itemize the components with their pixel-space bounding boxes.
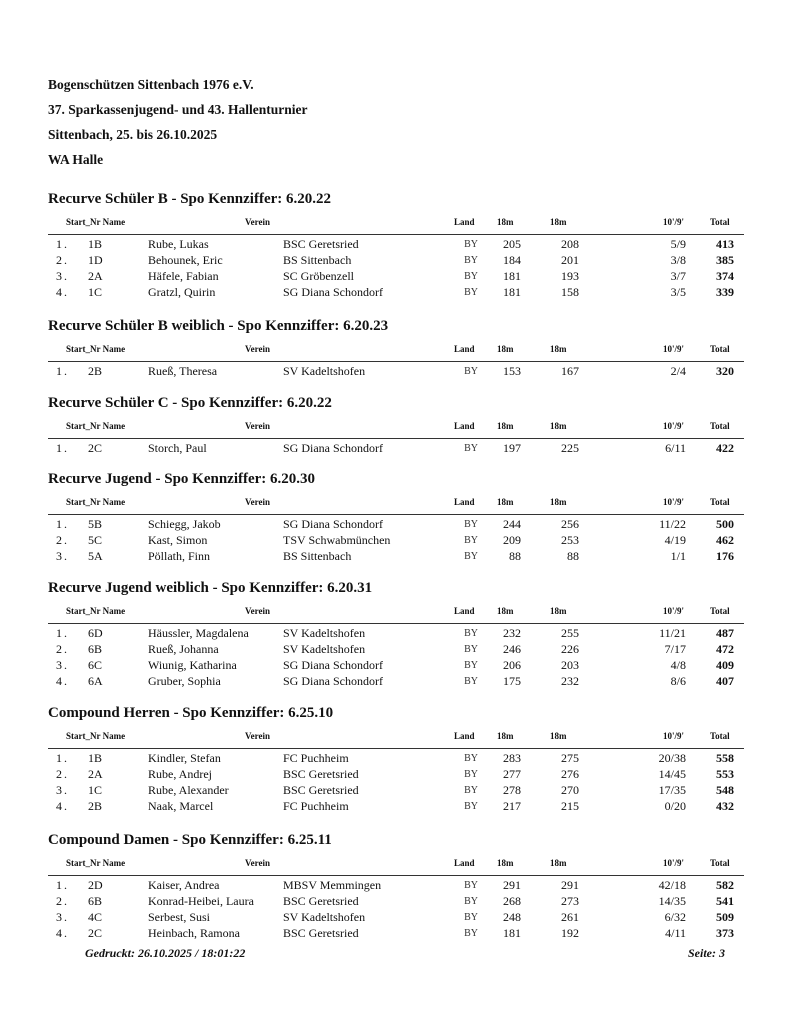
score-18m-2-cell: 270	[561, 783, 579, 797]
total-cell: 553	[716, 767, 734, 781]
col-header-land: Land	[454, 217, 475, 227]
score-18m-1-cell: 232	[503, 626, 521, 640]
land-cell: BY	[464, 551, 478, 562]
land-cell: BY	[464, 255, 478, 266]
athlete-name-cell: Konrad-Heibei, Laura	[148, 894, 254, 908]
club-cell: FC Puchheim	[283, 751, 349, 765]
club-cell: BSC Geretsried	[283, 767, 359, 781]
score-18m-2-cell: 253	[561, 533, 579, 547]
score-18m-2-cell: 255	[561, 626, 579, 640]
rank-cell: 3.	[56, 783, 69, 797]
athlete-name-cell: Heinbach, Ramona	[148, 926, 240, 940]
club-cell: MBSV Memmingen	[283, 878, 382, 892]
col-header-18m-2: 18m	[550, 606, 567, 616]
rank-cell: 1.	[56, 626, 69, 640]
col-header-land: Land	[454, 344, 475, 354]
rank-cell: 4.	[56, 674, 69, 688]
score-18m-1-cell: 181	[503, 926, 521, 940]
tens-nines-cell: 4/11	[665, 926, 686, 940]
col-header-start-nr-name: Start_Nr Name	[66, 731, 126, 741]
total-cell: 409	[716, 658, 734, 672]
col-header-land: Land	[454, 731, 475, 741]
land-cell: BY	[464, 769, 478, 780]
score-18m-2-cell: 215	[561, 799, 579, 813]
start-nr-cell: 5C	[88, 533, 103, 547]
club-name: Bogenschützen Sittenbach 1976 e.V.	[48, 77, 254, 92]
col-header-verein: Verein	[245, 497, 271, 507]
col-header-start-nr-name: Start_Nr Name	[66, 217, 126, 227]
score-18m-2-cell: 193	[561, 269, 579, 283]
club-cell: BSC Geretsried	[283, 926, 359, 940]
athlete-name-cell: Wiunig, Katharina	[148, 658, 237, 672]
total-cell: 407	[716, 674, 734, 688]
start-nr-cell: 2A	[88, 269, 103, 283]
header-divider	[48, 234, 744, 235]
score-18m-2-cell: 192	[561, 926, 579, 940]
start-nr-cell: 6B	[88, 642, 103, 656]
score-18m-1-cell: 278	[503, 783, 521, 797]
score-18m-1-cell: 205	[503, 237, 521, 251]
col-header-verein: Verein	[245, 858, 271, 868]
total-cell: 385	[716, 253, 734, 267]
athlete-name-cell: Schiegg, Jakob	[148, 517, 221, 531]
rank-cell: 4.	[56, 926, 69, 940]
athlete-name-cell: Kaiser, Andrea	[148, 878, 220, 892]
col-header-tens-nines: 10'/9'	[663, 421, 685, 431]
score-18m-1-cell: 244	[503, 517, 521, 531]
land-cell: BY	[464, 912, 478, 923]
club-cell: SV Kadeltshofen	[283, 642, 366, 656]
tens-nines-cell: 11/22	[659, 517, 686, 531]
land-cell: BY	[464, 287, 478, 298]
rank-cell: 4.	[56, 799, 69, 813]
total-cell: 373	[716, 926, 734, 940]
rank-cell: 4.	[56, 285, 69, 299]
score-18m-1-cell: 184	[503, 253, 521, 267]
club-cell: SG Diana Schondorf	[283, 441, 383, 455]
col-header-start-nr-name: Start_Nr Name	[66, 858, 126, 868]
col-header-tens-nines: 10'/9'	[663, 858, 685, 868]
tens-nines-cell: 5/9	[670, 237, 686, 251]
score-18m-1-cell: 88	[509, 549, 521, 563]
club-cell: SV Kadeltshofen	[283, 910, 366, 924]
col-header-18m-2: 18m	[550, 217, 567, 227]
land-cell: BY	[464, 785, 478, 796]
club-cell: SV Kadeltshofen	[283, 626, 366, 640]
score-18m-1-cell: 277	[503, 767, 521, 781]
total-cell: 541	[716, 894, 734, 908]
tens-nines-cell: 14/35	[658, 894, 686, 908]
col-header-18m-2: 18m	[550, 858, 567, 868]
col-header-tens-nines: 10'/9'	[663, 606, 685, 616]
land-cell: BY	[464, 753, 478, 764]
total-cell: 558	[716, 751, 734, 765]
score-18m-2-cell: 226	[561, 642, 579, 656]
score-18m-1-cell: 291	[503, 878, 521, 892]
score-18m-1-cell: 217	[503, 799, 521, 813]
rank-cell: 3.	[56, 658, 69, 672]
athlete-name-cell: Kast, Simon	[148, 533, 208, 547]
rank-cell: 1.	[56, 517, 69, 531]
section-title: Recurve Schüler B - Spo Kennziffer: 6.20.22	[48, 191, 332, 207]
land-cell: BY	[464, 896, 478, 907]
tens-nines-cell: 3/8	[670, 253, 686, 267]
land-cell: BY	[464, 801, 478, 812]
total-cell: 320	[716, 364, 734, 378]
total-cell: 176	[716, 549, 734, 563]
col-header-verein: Verein	[245, 344, 271, 354]
score-18m-2-cell: 167	[561, 364, 579, 378]
section-title: Recurve Schüler B weiblich - Spo Kennziffer: 6.20.23	[48, 318, 389, 334]
club-cell: SC Gröbenzell	[283, 269, 354, 283]
score-18m-2-cell: 273	[561, 894, 579, 908]
col-header-start-nr-name: Start_Nr Name	[66, 606, 126, 616]
start-nr-cell: 5A	[88, 549, 103, 563]
rank-cell: 3.	[56, 549, 69, 563]
score-18m-2-cell: 276	[561, 767, 579, 781]
start-nr-cell: 6A	[88, 674, 103, 688]
score-18m-1-cell: 283	[503, 751, 521, 765]
section-title: Recurve Schüler C - Spo Kennziffer: 6.20.22	[48, 395, 332, 411]
athlete-name-cell: Serbest, Susi	[148, 910, 211, 924]
score-18m-2-cell: 232	[561, 674, 579, 688]
col-header-start-nr-name: Start_Nr Name	[66, 344, 126, 354]
score-18m-2-cell: 158	[561, 285, 579, 299]
col-header-18m-1: 18m	[497, 421, 514, 431]
start-nr-cell: 2B	[88, 799, 103, 813]
club-cell: SG Diana Schondorf	[283, 674, 383, 688]
total-cell: 374	[716, 269, 734, 283]
start-nr-cell: 2B	[88, 364, 103, 378]
athlete-name-cell: Pöllath, Finn	[148, 549, 211, 563]
rank-cell: 1.	[56, 364, 69, 378]
athlete-name-cell: Rube, Andrej	[148, 767, 212, 781]
col-header-land: Land	[454, 858, 475, 868]
start-nr-cell: 1C	[88, 285, 103, 299]
land-cell: BY	[464, 660, 478, 671]
start-nr-cell: 6C	[88, 658, 103, 672]
total-cell: 413	[716, 237, 734, 251]
total-cell: 487	[716, 626, 734, 640]
club-cell: FC Puchheim	[283, 799, 349, 813]
tens-nines-cell: 42/18	[658, 878, 686, 892]
tens-nines-cell: 3/5	[670, 285, 686, 299]
club-cell: SG Diana Schondorf	[283, 285, 383, 299]
section-title: Compound Damen - Spo Kennziffer: 6.25.11	[48, 832, 332, 848]
score-18m-1-cell: 206	[503, 658, 521, 672]
col-header-18m-1: 18m	[497, 344, 514, 354]
score-18m-2-cell: 88	[567, 549, 579, 563]
total-cell: 462	[716, 533, 734, 547]
tens-nines-cell: 3/7	[670, 269, 686, 283]
header-divider	[48, 438, 744, 439]
tournament-title: 37. Sparkassenjugend- und 43. Hallenturnier	[48, 102, 308, 117]
total-cell: 472	[716, 642, 734, 656]
start-nr-cell: 6B	[88, 894, 103, 908]
athlete-name-cell: Gratzl, Quirin	[148, 285, 216, 299]
club-cell: BS Sittenbach	[283, 549, 352, 563]
start-nr-cell: 5B	[88, 517, 103, 531]
score-18m-2-cell: 256	[561, 517, 579, 531]
col-header-land: Land	[454, 606, 475, 616]
score-18m-1-cell: 248	[503, 910, 521, 924]
score-18m-2-cell: 208	[561, 237, 579, 251]
col-header-18m-2: 18m	[550, 421, 567, 431]
athlete-name-cell: Kindler, Stefan	[148, 751, 221, 765]
score-18m-1-cell: 181	[503, 269, 521, 283]
col-header-18m-1: 18m	[497, 858, 514, 868]
score-18m-1-cell: 246	[503, 642, 521, 656]
header-divider	[48, 748, 744, 749]
tens-nines-cell: 11/21	[659, 626, 686, 640]
athlete-name-cell: Häussler, Magdalena	[148, 626, 249, 640]
total-cell: 509	[716, 910, 734, 924]
total-cell: 422	[716, 441, 734, 455]
total-cell: 582	[716, 878, 734, 892]
col-header-18m-1: 18m	[497, 217, 514, 227]
start-nr-cell: 2C	[88, 926, 103, 940]
tens-nines-cell: 4/8	[670, 658, 686, 672]
land-cell: BY	[464, 443, 478, 454]
tens-nines-cell: 17/35	[658, 783, 686, 797]
col-header-18m-1: 18m	[497, 606, 514, 616]
tens-nines-cell: 4/19	[664, 533, 686, 547]
start-nr-cell: 1B	[88, 237, 103, 251]
athlete-name-cell: Rueß, Theresa	[148, 364, 218, 378]
land-cell: BY	[464, 628, 478, 639]
rank-cell: 3.	[56, 910, 69, 924]
rank-cell: 2.	[56, 533, 69, 547]
col-header-land: Land	[454, 421, 475, 431]
score-18m-2-cell: 225	[561, 441, 579, 455]
col-header-total: Total	[710, 344, 730, 354]
land-cell: BY	[464, 271, 478, 282]
athlete-name-cell: Behounek, Eric	[148, 253, 223, 267]
tens-nines-cell: 7/17	[664, 642, 686, 656]
tournament-format: WA Halle	[48, 152, 104, 167]
start-nr-cell: 1C	[88, 783, 103, 797]
total-cell: 548	[716, 783, 734, 797]
col-header-18m-2: 18m	[550, 497, 567, 507]
col-header-tens-nines: 10'/9'	[663, 731, 685, 741]
start-nr-cell: 6D	[88, 626, 103, 640]
total-cell: 500	[716, 517, 734, 531]
col-header-total: Total	[710, 731, 730, 741]
score-18m-1-cell: 181	[503, 285, 521, 299]
start-nr-cell: 4C	[88, 910, 103, 924]
col-header-total: Total	[710, 497, 730, 507]
score-18m-1-cell: 153	[503, 364, 521, 378]
start-nr-cell: 1D	[88, 253, 103, 267]
section-title: Recurve Jugend weiblich - Spo Kennziffer: 6.20.31	[48, 580, 373, 596]
rank-cell: 2.	[56, 642, 69, 656]
athlete-name-cell: Storch, Paul	[148, 441, 207, 455]
land-cell: BY	[464, 239, 478, 250]
score-18m-2-cell: 275	[561, 751, 579, 765]
col-header-tens-nines: 10'/9'	[663, 217, 685, 227]
rank-cell: 2.	[56, 767, 69, 781]
score-18m-1-cell: 197	[503, 441, 521, 455]
land-cell: BY	[464, 676, 478, 687]
header-divider	[48, 514, 744, 515]
location-date: Sittenbach, 25. bis 26.10.2025	[48, 127, 218, 142]
section-title: Compound Herren - Spo Kennziffer: 6.25.10	[48, 705, 334, 721]
rank-cell: 2.	[56, 253, 69, 267]
club-cell: SV Kadeltshofen	[283, 364, 366, 378]
header-divider	[48, 623, 744, 624]
col-header-verein: Verein	[245, 421, 271, 431]
col-header-18m-1: 18m	[497, 497, 514, 507]
athlete-name-cell: Naak, Marcel	[148, 799, 214, 813]
athlete-name-cell: Gruber, Sophia	[148, 674, 221, 688]
tens-nines-cell: 20/38	[658, 751, 686, 765]
land-cell: BY	[464, 535, 478, 546]
start-nr-cell: 2C	[88, 441, 103, 455]
col-header-tens-nines: 10'/9'	[663, 497, 685, 507]
start-nr-cell: 1B	[88, 751, 103, 765]
club-cell: BSC Geretsried	[283, 894, 359, 908]
tens-nines-cell: 0/20	[664, 799, 686, 813]
page-number: Seite: 3	[688, 946, 725, 960]
col-header-tens-nines: 10'/9'	[663, 344, 685, 354]
score-18m-2-cell: 291	[561, 878, 579, 892]
athlete-name-cell: Rube, Lukas	[148, 237, 209, 251]
col-header-verein: Verein	[245, 217, 271, 227]
col-header-total: Total	[710, 858, 730, 868]
land-cell: BY	[464, 366, 478, 377]
athlete-name-cell: Rube, Alexander	[148, 783, 229, 797]
club-cell: SG Diana Schondorf	[283, 658, 383, 672]
tens-nines-cell: 2/4	[670, 364, 686, 378]
athlete-name-cell: Rueß, Johanna	[148, 642, 219, 656]
printed-timestamp: Gedruckt: 26.10.2025 / 18:01:22	[85, 946, 246, 960]
rank-cell: 1.	[56, 751, 69, 765]
col-header-18m-1: 18m	[497, 731, 514, 741]
rank-cell: 1.	[56, 237, 69, 251]
start-nr-cell: 2D	[88, 878, 103, 892]
club-cell: BSC Geretsried	[283, 237, 359, 251]
total-cell: 432	[716, 799, 734, 813]
club-cell: TSV Schwabmünchen	[283, 533, 391, 547]
header-divider	[48, 361, 744, 362]
section-title: Recurve Jugend - Spo Kennziffer: 6.20.30	[48, 471, 316, 487]
club-cell: BSC Geretsried	[283, 783, 359, 797]
land-cell: BY	[464, 880, 478, 891]
score-18m-1-cell: 268	[503, 894, 521, 908]
col-header-verein: Verein	[245, 731, 271, 741]
start-nr-cell: 2A	[88, 767, 103, 781]
col-header-total: Total	[710, 606, 730, 616]
col-header-verein: Verein	[245, 606, 271, 616]
col-header-18m-2: 18m	[550, 731, 567, 741]
tens-nines-cell: 6/32	[664, 910, 686, 924]
rank-cell: 3.	[56, 269, 69, 283]
score-18m-2-cell: 203	[561, 658, 579, 672]
land-cell: BY	[464, 928, 478, 939]
score-18m-2-cell: 201	[561, 253, 579, 267]
club-cell: SG Diana Schondorf	[283, 517, 383, 531]
tens-nines-cell: 6/11	[665, 441, 686, 455]
land-cell: BY	[464, 644, 478, 655]
col-header-total: Total	[710, 217, 730, 227]
athlete-name-cell: Häfele, Fabian	[148, 269, 219, 283]
rank-cell: 1.	[56, 878, 69, 892]
header-divider	[48, 875, 744, 876]
col-header-land: Land	[454, 497, 475, 507]
score-18m-1-cell: 209	[503, 533, 521, 547]
land-cell: BY	[464, 519, 478, 530]
rank-cell: 1.	[56, 441, 69, 455]
tens-nines-cell: 1/1	[670, 549, 686, 563]
col-header-18m-2: 18m	[550, 344, 567, 354]
score-18m-1-cell: 175	[503, 674, 521, 688]
col-header-start-nr-name: Start_Nr Name	[66, 421, 126, 431]
tens-nines-cell: 14/45	[658, 767, 686, 781]
rank-cell: 2.	[56, 894, 69, 908]
tens-nines-cell: 8/6	[670, 674, 686, 688]
col-header-start-nr-name: Start_Nr Name	[66, 497, 126, 507]
total-cell: 339	[716, 285, 734, 299]
score-18m-2-cell: 261	[561, 910, 579, 924]
club-cell: BS Sittenbach	[283, 253, 352, 267]
col-header-total: Total	[710, 421, 730, 431]
